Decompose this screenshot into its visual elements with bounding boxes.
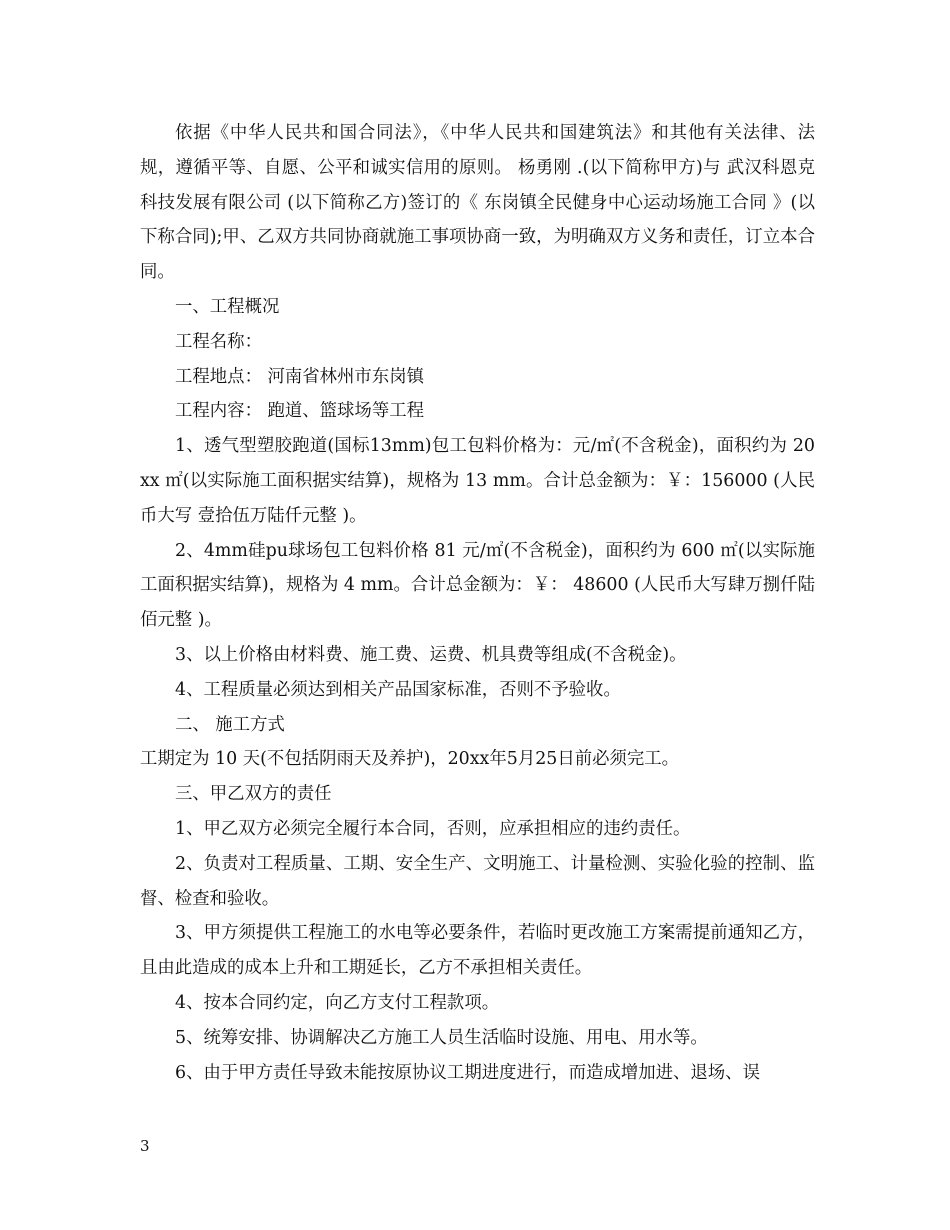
section-heading-project-overview: 一、工程概况 — [175, 296, 280, 317]
responsibility-item-1: 1、甲乙双方必须完全履行本合同，否则，应承担相应的违约责任。 — [175, 818, 691, 839]
project-content-line: 工程内容： 跑道、篮球场等工程 — [175, 401, 424, 422]
responsibility-item-6: 6、由于甲方责任导致未能按原协议工期进度进行，而造成增加进、退场、误 — [175, 1062, 760, 1083]
page-number: 3 — [140, 1137, 150, 1155]
project-name-line: 工程名称： — [175, 331, 262, 352]
price-composition-paragraph: 3、以上价格由材料费、施工费、运费、机具费等组成(不含税金)。 — [175, 644, 687, 665]
intro-paragraph: 依据《中华人民共和国合同法》，《中华人民共和国建筑法》和其他有关法律、法规，遵循平等、自愿、公平和诚实信用的原则。 杨勇刚 .(以下简称甲方)与 武汉科恩克科技发展有限公司 (以下简称乙方)签订的《 东岗镇全民健身中心运动场施工合同 》(以下称合同);甲、乙双方共同协商就施工事项协商一致，为明确双方义务和责任，订立本合同。 — [140, 123, 815, 283]
project-location-line: 工程地点： 河南省林州市东岗镇 — [175, 366, 424, 387]
section-heading-responsibilities: 三、甲乙双方的责任 — [175, 784, 332, 805]
responsibility-item-5: 5、统筹安排、协调解决乙方施工人员生活临时设施、用电、用水等。 — [175, 1027, 708, 1048]
schedule-paragraph: 工期定为 10 天(不包括阴雨天及养护)，20xx年5月25日前必须完工。 — [140, 749, 680, 770]
section-heading-construction-method: 二、 施工方式 — [175, 714, 285, 735]
responsibility-item-3: 3、甲方须提供工程施工的水电等必要条件，若临时更改施工方案需提前通知乙方，且由此造成的成本上升和工期延长，乙方不承担相关责任。 — [140, 923, 815, 979]
contract-body — [140, 116, 815, 1090]
responsibility-item-2: 2、负责对工程质量、工期、安全生产、文明施工、计量检测、实验化验的控制、监督、检查和验收。 — [140, 853, 815, 909]
responsibility-item-4: 4、按本合同约定，向乙方支付工程款项。 — [175, 992, 500, 1013]
track-price-paragraph: 1、透气型塑胶跑道(国标13mm)包工包料价格为：元/㎡(不含税金)，面积约为 20xx ㎡(以实际施工面积据实结算)，规格为 13 mm。合计总金额为：￥：156000 (人民币大写 壹拾伍万陆仟元整 )。 — [140, 436, 815, 526]
court-price-paragraph: 2、4mm硅pu球场包工包料价格 81 元/㎡(不含税金)，面积约为 600 ㎡(以实际施工面积据实结算)，规格为 4 mm。合计总金额为：￥： 48600 (人民币大写肆万捌仟陆佰元整 )。 — [140, 540, 815, 631]
quality-standard-paragraph: 4、工程质量必须达到相关产品国家标准，否则不予验收。 — [175, 679, 621, 700]
